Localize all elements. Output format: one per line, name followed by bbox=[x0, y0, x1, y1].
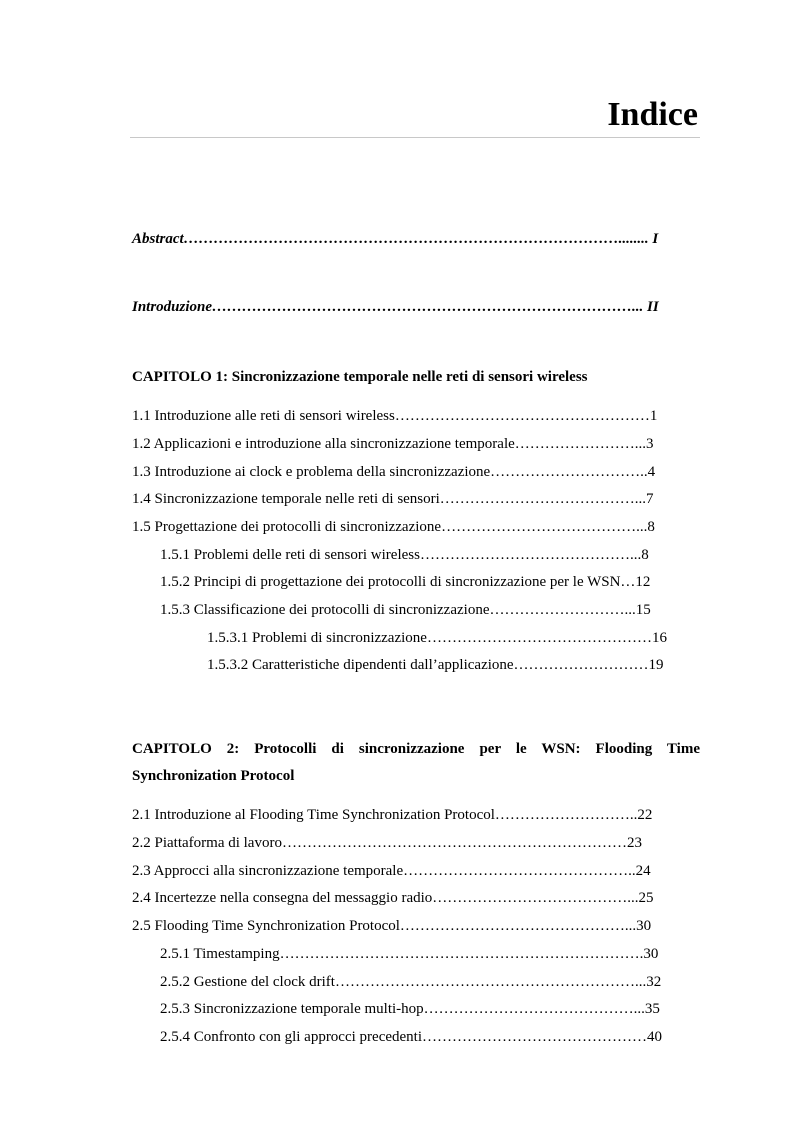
chapter-1-heading: CAPITOLO 1: Sincronizzazione temporale nelle reti di sensori wireless bbox=[132, 369, 588, 385]
toc-entry: 1.5.3.1 Problemi di sincronizzazione………………………………………16 bbox=[207, 630, 667, 646]
toc-entry: 2.3 Approcci alla sincronizzazione temporale………………………………………..24 bbox=[132, 863, 651, 879]
toc-entry: 1.4 Sincronizzazione temporale nelle reti di sensori…………………………………...7 bbox=[132, 491, 654, 507]
toc-entry-introduzione: Introduzione…………………………………………………………………………... II bbox=[132, 299, 659, 315]
toc-entry: 2.5.2 Gestione del clock drift……………………………………………………...32 bbox=[160, 974, 662, 990]
toc-entry: 2.4 Incertezze nella consegna del messaggio radio…………………………………...25 bbox=[132, 890, 654, 906]
toc-entry-abstract: Abstract……………………………………………………………………………........ I bbox=[132, 231, 659, 247]
toc-entry: 1.1 Introduzione alle reti di sensori wireless……………………………………………1 bbox=[132, 408, 658, 424]
toc-entry: 1.5.2 Principi di progettazione dei protocolli di sincronizzazione per le WSN…12 bbox=[160, 574, 651, 590]
toc-entry: 1.5 Progettazione dei protocolli di sincronizzazione…………………………………...8 bbox=[132, 519, 655, 535]
title-divider bbox=[130, 137, 700, 138]
toc-entry: 1.5.3.2 Caratteristiche dipendenti dall’applicazione………………………19 bbox=[207, 657, 664, 673]
toc-entry: 1.5.1 Problemi delle reti di sensori wireless……………………………………...8 bbox=[160, 547, 649, 563]
toc-entry: 2.5.1 Timestamping……………………………………………………………….30 bbox=[160, 946, 659, 962]
page-title: Indice bbox=[607, 96, 698, 133]
toc-entry: 2.1 Introduzione al Flooding Time Synchronization Protocol………………………..22 bbox=[132, 807, 653, 823]
toc-entry: 2.5.3 Sincronizzazione temporale multi-hop……………………………………...35 bbox=[160, 1001, 660, 1017]
toc-entry: 1.3 Introduzione ai clock e problema della sincronizzazione…………………………..4 bbox=[132, 464, 656, 480]
chapter-2-heading: CAPITOLO 2: Protocolli di sincronizzazione per le WSN: Flooding Time Synchronization Protocol bbox=[132, 741, 700, 784]
toc-entry: 2.2 Piattaforma di lavoro……………………………………………………………23 bbox=[132, 835, 642, 851]
toc-entry: 1.2 Applicazioni e introduzione alla sincronizzazione temporale……………………...3 bbox=[132, 436, 654, 452]
toc-entry: 1.5.3 Classificazione dei protocolli di sincronizzazione………………………...15 bbox=[160, 602, 651, 618]
toc-entry: 2.5 Flooding Time Synchronization Protocol………………………………………...30 bbox=[132, 918, 652, 934]
toc-entry: 2.5.4 Confronto con gli approcci precedenti………………………………………40 bbox=[160, 1029, 663, 1045]
